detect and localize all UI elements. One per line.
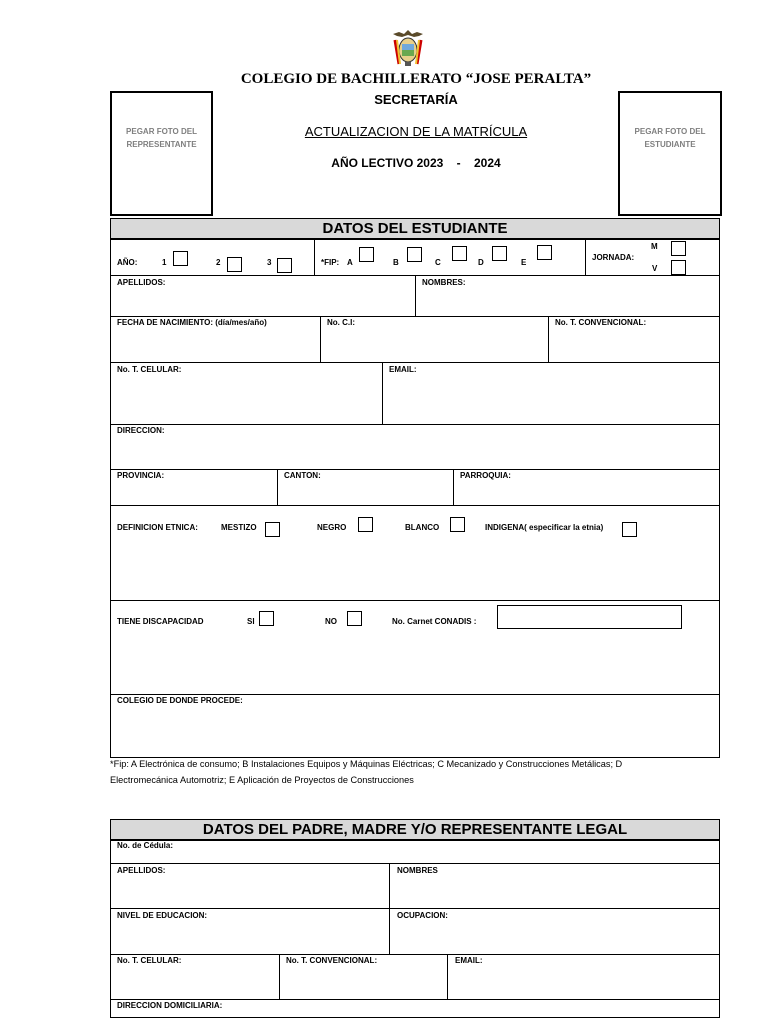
fip-checkbox-e[interactable] (537, 245, 552, 260)
student-fecha-nacimiento-label: FECHA DE NACIMIENTO: (día/mes/año) (117, 318, 267, 327)
jornada-option-m: M (651, 242, 658, 251)
student-parroquia-label: PARROQUIA: (460, 471, 511, 480)
fip-checkbox-d[interactable] (492, 246, 507, 261)
student-apellidos-label: APELLIDOS: (117, 278, 166, 287)
etnica-option-blanco: BLANCO (405, 523, 440, 532)
jornada-label: JORNADA: (592, 253, 635, 262)
ano-checkbox-1[interactable] (173, 251, 188, 266)
form-title: ACTUALIZACION DE LA MATRÍCULA (304, 124, 528, 139)
student-celular-label: No. T. CELULAR: (117, 365, 182, 374)
coat-of-arms-emblem (389, 28, 427, 68)
parent-section-header: DATOS DEL PADRE, MADRE Y/O REPRESENTANTE LEGAL (110, 819, 720, 840)
jornada-option-v: V (652, 264, 658, 273)
student-direccion-label: DIRECCION: (117, 426, 165, 435)
discapacidad-no-checkbox[interactable] (347, 611, 362, 626)
fip-option-b: B (393, 258, 399, 267)
student-convencional-label: No. T. CONVENCIONAL: (555, 318, 647, 327)
parent-celular-label: No. T. CELULAR: (117, 956, 182, 965)
fip-option-c: C (435, 258, 441, 267)
student-provincia-label: PROVINCIA: (117, 471, 165, 480)
colegio-procede-label: COLEGIO DE DONDE PROCEDE: (117, 696, 243, 705)
etnica-checkbox-indigena[interactable] (622, 522, 637, 537)
fip-option-a: A (347, 258, 353, 267)
conadis-input[interactable] (497, 605, 682, 629)
discapacidad-label: TIENE DISCAPACIDAD (117, 617, 204, 626)
discapacidad-no-label: NO (325, 617, 337, 626)
fip-checkbox-c[interactable] (452, 246, 467, 261)
student-section-header: DATOS DEL ESTUDIANTE (110, 218, 720, 239)
fip-option-e: E (521, 258, 527, 267)
rep-photo-line2: REPRESENTANTE (126, 140, 197, 149)
etnica-checkbox-mestizo[interactable] (265, 522, 280, 537)
student-nombres-label: NOMBRES: (422, 278, 466, 287)
etnica-checkbox-blanco[interactable] (450, 517, 465, 532)
student-canton-label: CANTON: (284, 471, 321, 480)
student-email-label: EMAIL: (389, 365, 417, 374)
parent-convencional-label: No. T. CONVENCIONAL: (286, 956, 378, 965)
etnica-option-indigena: INDIGENA( especificar la etnia) (485, 523, 604, 532)
student-photo-box[interactable] (618, 91, 722, 216)
etnica-option-negro: NEGRO (317, 523, 347, 532)
parent-apellidos-label: APELLIDOS: (117, 866, 166, 875)
ano-checkbox-2[interactable] (227, 257, 242, 272)
school-name: COLEGIO DE BACHILLERATO “JOSE PERALTA” (240, 71, 592, 87)
student-ci-label: No. C.I: (327, 318, 355, 327)
stu-photo-line2: ESTUDIANTE (644, 140, 696, 149)
ano-checkbox-3[interactable] (277, 258, 292, 273)
etnica-option-mestizo: MESTIZO (221, 523, 257, 532)
conadis-label: No. Carnet CONADIS : (392, 617, 477, 626)
representative-photo-box[interactable] (110, 91, 213, 216)
fip-checkbox-a[interactable] (359, 247, 374, 262)
jornada-checkbox-v[interactable] (671, 260, 686, 275)
parent-nombres-label: NOMBRES (397, 866, 438, 875)
ano-option-2: 2 (216, 258, 221, 267)
ano-option-1: 1 (162, 258, 167, 267)
stu-photo-line1: PEGAR FOTO DEL (634, 127, 706, 136)
parent-email-label: EMAIL: (455, 956, 483, 965)
fip-label: *FIP: (321, 258, 340, 267)
fip-footnote-line1: *Fip: A Electrónica de consumo; B Instalaciones Equipos y Máquinas Eléctricas; C Mecanizado y Construcciones Metálicas; D (110, 759, 623, 769)
parent-cedula-label: No. de Cédula: (117, 841, 174, 850)
discapacidad-si-label: SI (247, 617, 255, 626)
fip-option-d: D (478, 258, 484, 267)
parent-nivel-educacion-label: NIVEL DE EDUCACION: (117, 911, 208, 920)
parent-ocupacion-label: OCUPACION: (397, 911, 448, 920)
fip-footnote-line2: Electromecánica Automotriz; E Aplicación de Proyectos de Construcciones (110, 775, 414, 785)
discapacidad-si-checkbox[interactable] (259, 611, 274, 626)
etnica-label: DEFINICION ETNICA: (117, 523, 198, 532)
ano-label: AÑO: (117, 258, 138, 267)
school-year: AÑO LECTIVO 2023 - 2024 (331, 156, 501, 170)
ano-option-3: 3 (267, 258, 272, 267)
office-name: SECRETARÍA (374, 92, 458, 107)
fip-checkbox-b[interactable] (407, 247, 422, 262)
parent-direccion-label: DIRECCION DOMICILIARIA: (117, 1001, 223, 1010)
etnica-checkbox-negro[interactable] (358, 517, 373, 532)
jornada-checkbox-m[interactable] (671, 241, 686, 256)
rep-photo-line1: PEGAR FOTO DEL (126, 127, 197, 136)
